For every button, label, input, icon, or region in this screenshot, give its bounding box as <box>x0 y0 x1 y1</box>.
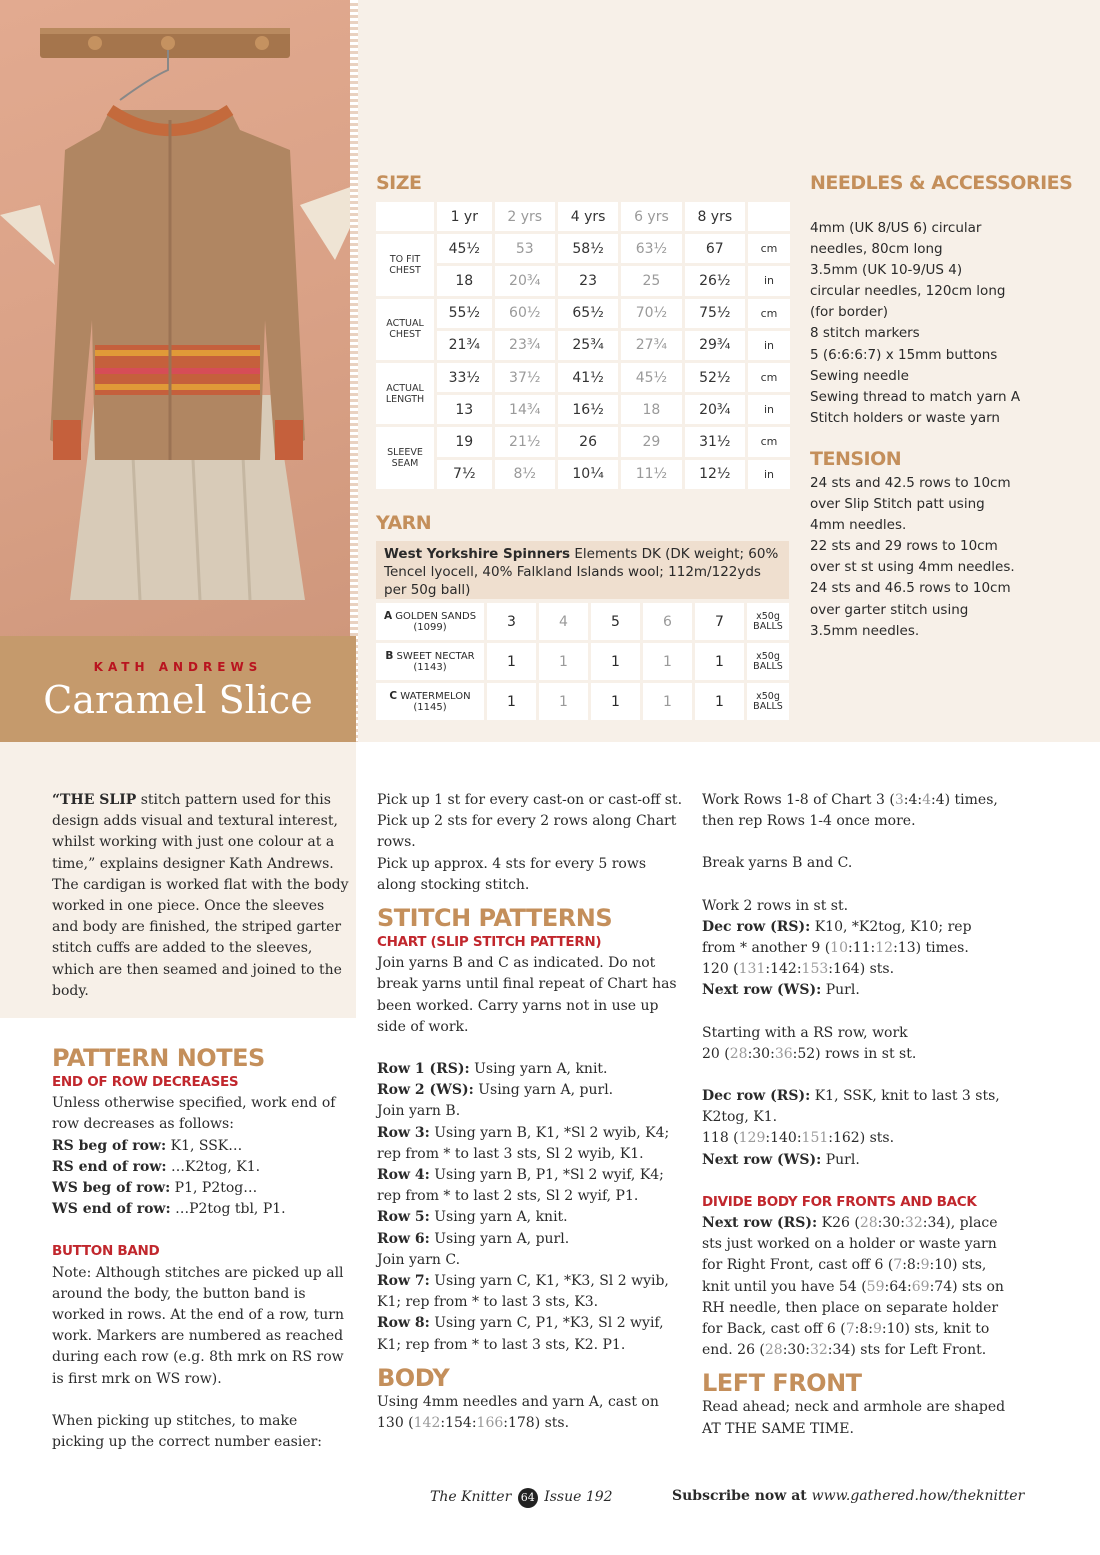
cell: 29¾ <box>685 331 745 360</box>
intro-paragraph <box>52 790 352 1002</box>
cell: 67 <box>685 234 745 263</box>
tension-list <box>810 473 1015 642</box>
size-heading: SIZE <box>376 172 422 194</box>
list-item: 3.5mm (UK 10-9/US 4) <box>810 262 963 279</box>
unit-cell: x50g BALLS <box>747 603 789 640</box>
subscribe-text: Subscribe now at <box>672 1488 812 1504</box>
unit-cell: cm <box>748 299 790 328</box>
paragraph: Pick up 2 sts for every 2 rows along Chart rows. <box>377 813 677 851</box>
yarn-heading: YARN <box>376 512 432 534</box>
paragraph: Pick up 1 st for every cast-on or cast-off st. <box>377 792 683 808</box>
cell: 45½ <box>621 363 681 392</box>
cell: 3 <box>487 603 536 640</box>
cell: 14¾ <box>495 395 555 424</box>
paragraph: When picking up stitches, to make picking up the correct number easier: <box>52 1412 323 1451</box>
page-number: 64 <box>518 1488 538 1508</box>
subheading: END OF ROW DECREASES <box>52 1074 239 1090</box>
unit-cell: cm <box>748 234 790 263</box>
paragraph: Work 2 rows in st st. <box>702 897 849 914</box>
list-item: Sewing thread to match yarn A <box>810 388 1021 405</box>
colour-code: (1145) <box>413 701 447 713</box>
paragraph: Pick up approx. 4 sts for every 5 rows along stocking stitch. <box>377 855 647 893</box>
paragraph: Starting with a RS row, work <box>702 1024 908 1041</box>
colour-code: (1099) <box>413 621 447 633</box>
cell: 33½ <box>437 363 492 392</box>
chart-row: Join yarn C. <box>377 1251 461 1268</box>
magazine-name: The Knitter <box>430 1489 512 1505</box>
garment-photo <box>0 0 356 636</box>
chart-row: Row 1 (RS): Using yarn A, knit. <box>377 1061 608 1078</box>
left-front-heading: LEFT FRONT <box>702 1369 862 1398</box>
chart-row: Row 4: Using yarn B, P1, *Sl 2 wyif, K4; rep from * to last 2 sts, Sl 2 wyif, P1. <box>377 1167 664 1205</box>
cell: 7 <box>695 603 744 640</box>
paragraph: Using 4mm needles and yarn A, cast on 130 (142:154:166:178) sts. <box>377 1393 659 1432</box>
chart-row: Row 5: Using yarn A, knit. <box>377 1209 568 1226</box>
cell: 25¾ <box>558 331 618 360</box>
cell: 1 <box>591 683 640 720</box>
size-label: 8 yrs <box>685 202 745 231</box>
table-row <box>376 266 790 295</box>
list-item: over Slip Stitch patt using <box>810 496 985 513</box>
empty-cell <box>748 202 790 231</box>
column-2 <box>377 790 682 1434</box>
list-item: over st st using 4mm needles. <box>810 559 1015 576</box>
subheading: DIVIDE BODY FOR FRONTS AND BACK <box>702 1193 977 1210</box>
list-item: 8 stitch markers <box>810 325 920 342</box>
colour-letter: A <box>383 609 393 622</box>
paragraph: Join yarns B and C as indicated. Do not break yarns until final repeat of Chart has been worked. Carry yarns not in use up side of work. <box>377 955 677 1035</box>
note-row: WS end of row: …P2tog tbl, P1. <box>52 1201 286 1218</box>
unit-cell: in <box>748 266 790 295</box>
table-row <box>376 299 790 328</box>
table-row <box>376 234 790 263</box>
table-row <box>376 395 790 424</box>
yarn-brand: West Yorkshire Spinners <box>384 546 571 562</box>
yarn-desc-text: Elements DK (DK weight; 60% Tencel lyocell, 40% Falkland Islands wool; 112m/122yds per 50g ball) <box>384 546 779 598</box>
body-heading: BODY <box>377 1363 450 1392</box>
paragraph: Break yarns B and C. <box>702 855 853 872</box>
cell: 65½ <box>558 299 618 328</box>
paragraph: Note: Although stitches are picked up all around the body, the button band is worked in rows. At the end of a row, turn work. Markers are numbered as reached during each row (e.g. 8th mrk on RS row is first mrk on WS row). <box>52 1264 345 1387</box>
colour-letter: C <box>389 689 398 702</box>
instruction-row: Next row (WS): Purl. <box>702 982 860 999</box>
cell: 1 <box>695 683 744 720</box>
cell: 5 <box>591 603 640 640</box>
cell: 52½ <box>685 363 745 392</box>
cell: 20¾ <box>495 266 555 295</box>
size-label: 1 yr <box>437 202 492 231</box>
cell: 12½ <box>685 460 745 489</box>
chart-row: Join yarn B. <box>377 1103 461 1120</box>
unit-cell: in <box>748 460 790 489</box>
cell: 13 <box>437 395 492 424</box>
list-item: Sewing needle <box>810 367 909 384</box>
empty-cell <box>376 202 434 231</box>
needles-list <box>810 218 1020 429</box>
cell: 4 <box>539 603 588 640</box>
yarn-colour-label <box>376 643 484 680</box>
cell: 31½ <box>685 427 745 456</box>
cell: 1 <box>591 643 640 680</box>
cell: 1 <box>487 683 536 720</box>
cell: 23 <box>558 266 618 295</box>
cell: 60½ <box>495 299 555 328</box>
stitch-patterns-heading: STITCH PATTERNS <box>377 904 613 933</box>
unit-cell: in <box>748 395 790 424</box>
zigzag-edge <box>350 0 358 742</box>
table-row <box>376 603 789 640</box>
cell: 21¾ <box>437 331 492 360</box>
table-row <box>376 363 790 392</box>
table-row <box>376 427 790 456</box>
cell: 18 <box>437 266 492 295</box>
table-row <box>376 331 790 360</box>
unit-cell: x50g BALLS <box>747 683 789 720</box>
cell: 19 <box>437 427 492 456</box>
cell: 23¾ <box>495 331 555 360</box>
yarn-description <box>376 541 789 599</box>
cell: 1 <box>643 643 692 680</box>
designer-name: KATH ANDREWS <box>93 660 263 674</box>
paragraph: 20 (28:30:36:52) rows in st st. <box>702 1045 917 1062</box>
yarn-colour-label <box>376 683 484 720</box>
cell: 37½ <box>495 363 555 392</box>
list-item: 5 (6:6:6:7) x 15mm buttons <box>810 346 998 363</box>
colour-name: WATERMELON <box>397 690 471 702</box>
cell: 55½ <box>437 299 492 328</box>
chart-row: Row 8: Using yarn C, P1, *K3, Sl 2 wyif, K1; rep from * to last 3 sts, K2. P1. <box>377 1315 664 1353</box>
cell: 21½ <box>495 427 555 456</box>
note-row: WS beg of row: P1, P2tog… <box>52 1180 258 1197</box>
cell: 45½ <box>437 234 492 263</box>
unit-cell: cm <box>748 363 790 392</box>
list-item: 4mm needles. <box>810 517 907 534</box>
subscribe-line <box>672 1488 1024 1504</box>
cell: 75½ <box>685 299 745 328</box>
cell: 63½ <box>621 234 681 263</box>
cell: 25 <box>621 266 681 295</box>
colour-code: (1143) <box>413 661 447 673</box>
list-item: 3.5mm needles. <box>810 622 920 639</box>
list-item: Stitch holders or waste yarn <box>810 409 1000 426</box>
yarn-table <box>373 600 792 723</box>
title-box <box>0 636 356 742</box>
chart-row: Row 3: Using yarn B, K1, *Sl 2 wyib, K4; rep from * to last 3 sts, Sl 2 wyib, K1. <box>377 1124 670 1162</box>
note-row: RS end of row: …K2tog, K1. <box>52 1158 261 1175</box>
footer-magazine <box>430 1488 613 1508</box>
cell: 6 <box>643 603 692 640</box>
paragraph: Work Rows 1-8 of Chart 3 (3:4:4:4) times, then rep Rows 1-4 once more. <box>702 792 998 830</box>
row-label: TO FIT CHEST <box>376 234 434 295</box>
intro-text: stitch pattern used for this design adds visual and textural interest, whilst working with just one colour at a time,” explains designer Kath Andrews. The cardigan is worked flat with the body worked in one piece. Once the sleeves and body are finished, the striped garter stitch cuffs are added to the sleeves, which are then seamed and joined to the body. <box>52 792 349 999</box>
chart-row: Row 7: Using yarn C, K1, *K3, Sl 2 wyib, K1; rep from * to last 3 sts, K3. <box>377 1273 669 1311</box>
table-row <box>376 683 789 720</box>
chart-row: Row 2 (WS): Using yarn A, purl. <box>377 1082 614 1099</box>
pattern-notes-heading: PATTERN NOTES <box>52 1044 265 1072</box>
cell: 1 <box>487 643 536 680</box>
row-label: ACTUAL CHEST <box>376 299 434 360</box>
cell: 18 <box>621 395 681 424</box>
instruction-row: Dec row (RS): K1, SSK, knit to last 3 sts, K2tog, K1. <box>702 1088 1000 1126</box>
cell: 27¾ <box>621 331 681 360</box>
instruction-row: Dec row (RS): K10, *K2tog, K10; rep from * another 9 (10:11:12:13) times. <box>702 918 972 957</box>
stitch-count: 120 (131:142:153:164) sts. <box>702 961 895 978</box>
cell: 1 <box>695 643 744 680</box>
subheading: BUTTON BAND <box>52 1243 160 1260</box>
cell: 11½ <box>621 460 681 489</box>
row-label: ACTUAL LENGTH <box>376 363 434 424</box>
pattern-title: Caramel Slice <box>43 678 313 722</box>
cell: 1 <box>539 643 588 680</box>
paragraph: Read ahead; neck and armhole are shaped AT THE SAME TIME. <box>702 1399 1006 1437</box>
cell: 7½ <box>437 460 492 489</box>
yarn-colour-label <box>376 603 484 640</box>
cell: 70½ <box>621 299 681 328</box>
needles-heading: NEEDLES & ACCESSORIES <box>810 172 1073 194</box>
list-item: needles, 80cm long <box>810 241 943 258</box>
cell: 26 <box>558 427 618 456</box>
table-row <box>376 460 790 489</box>
instruction-row: Next row (WS): Purl. <box>702 1151 860 1168</box>
tension-heading: TENSION <box>810 448 902 470</box>
cell: 10¼ <box>558 460 618 489</box>
colour-name: SWEET NECTAR <box>393 650 475 662</box>
size-label: 4 yrs <box>558 202 618 231</box>
colour-letter: B <box>385 649 394 662</box>
pattern-notes <box>52 1036 352 1453</box>
list-item: over garter stitch using <box>810 601 969 618</box>
cell: 29 <box>621 427 681 456</box>
cell: 26½ <box>685 266 745 295</box>
cell: 8½ <box>495 460 555 489</box>
unit-cell: x50g BALLS <box>747 643 789 680</box>
unit-cell: in <box>748 331 790 360</box>
size-label: 2 yrs <box>495 202 555 231</box>
list-item: circular needles, 120cm long <box>810 283 1006 300</box>
cell: 1 <box>643 683 692 720</box>
size-label: 6 yrs <box>621 202 681 231</box>
list-item: 24 sts and 46.5 rows to 10cm <box>810 580 1011 597</box>
cell: 20¾ <box>685 395 745 424</box>
stitch-count: 118 (129:140:151:162) sts. <box>702 1130 895 1147</box>
table-row <box>376 643 789 680</box>
subheading: CHART (SLIP STITCH PATTERN) <box>377 934 602 951</box>
list-item: (for border) <box>810 304 888 321</box>
subscribe-url: www.gathered.how/theknitter <box>811 1488 1025 1504</box>
cell: 53 <box>495 234 555 263</box>
cell: 16½ <box>558 395 618 424</box>
size-header-row <box>376 202 790 231</box>
list-item: 24 sts and 42.5 rows to 10cm <box>810 475 1011 491</box>
cell: 58½ <box>558 234 618 263</box>
size-table <box>373 199 793 492</box>
column-3 <box>702 790 1007 1440</box>
issue-number: Issue 192 <box>544 1489 613 1505</box>
list-item: 4mm (UK 8/US 6) circular <box>810 220 982 236</box>
note-row: RS beg of row: K1, SSK… <box>52 1137 243 1154</box>
intro-lead: “THE SLIP <box>52 792 137 808</box>
unit-cell: cm <box>748 427 790 456</box>
chart-row: Row 6: Using yarn A, purl. <box>377 1230 570 1247</box>
cell: 1 <box>539 683 588 720</box>
list-item: 22 sts and 29 rows to 10cm <box>810 538 998 555</box>
row-label: SLEEVE SEAM <box>376 427 434 488</box>
cell: 41½ <box>558 363 618 392</box>
paragraph: Unless otherwise specified, work end of row decreases as follows: <box>52 1095 336 1133</box>
colour-name: GOLDEN SANDS <box>392 610 477 622</box>
instruction-row: Next row (RS): K26 (28:30:32:34), place sts just worked on a holder or waste yarn for Right Front, cast off 6 (7:8:9:10) sts, knit until you have 54 (59:64:69:74) sts on RH needle, then place on separate holder for Back, cast off 6 (7:8:9:10) sts, knit to end. 26 (28:30:32:34) sts for Left Front. <box>702 1215 1004 1359</box>
